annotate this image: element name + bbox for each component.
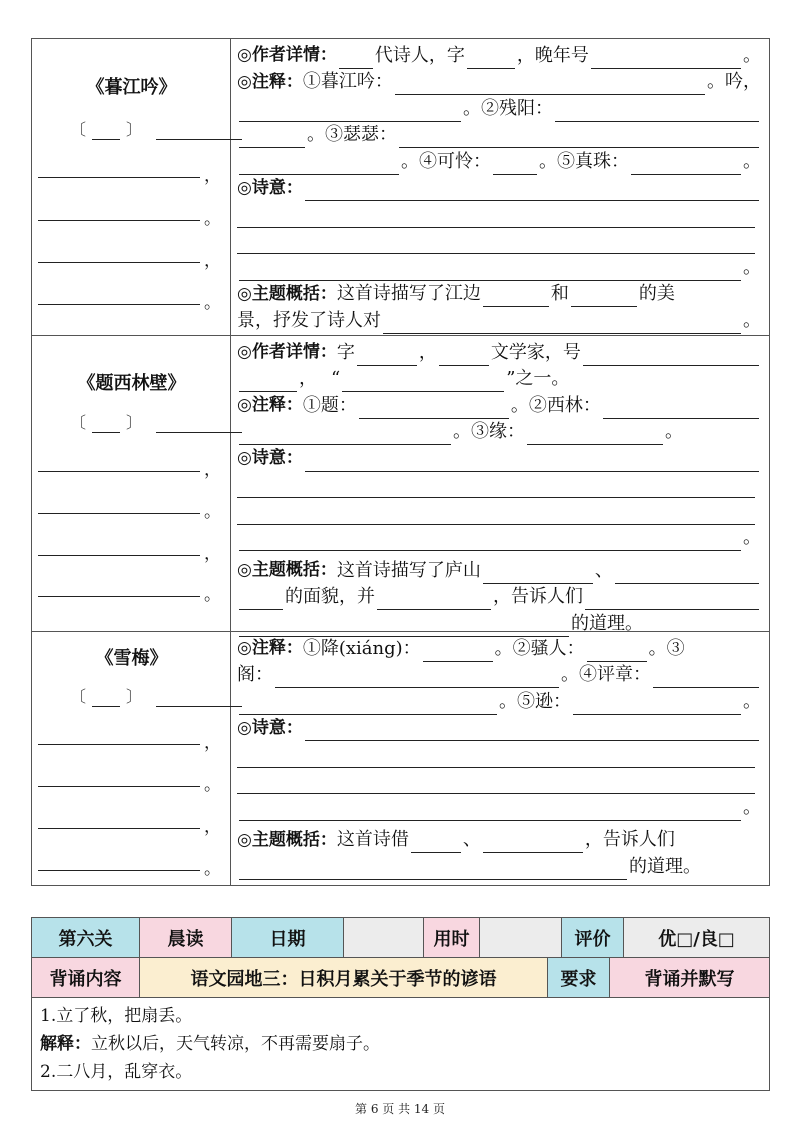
theme-row-1 <box>237 281 761 308</box>
blank[interactable] <box>587 641 647 662</box>
poem-1-line-3-blank[interactable] <box>38 261 200 263</box>
meaning-end-row <box>237 794 761 821</box>
blank[interactable] <box>239 424 451 445</box>
blank[interactable] <box>603 398 759 419</box>
note-text: 。③ <box>648 637 685 659</box>
poem-3-line-1-blank[interactable] <box>38 743 200 745</box>
note-text: ①降(xiáng)： <box>302 637 421 659</box>
theme-text: 这首诗描写了江边 <box>336 283 481 304</box>
theme-text: 、 <box>594 559 613 581</box>
blank[interactable] <box>239 371 297 392</box>
blank[interactable] <box>377 589 491 610</box>
blank[interactable] <box>615 563 759 584</box>
author-text: ，晚年号 <box>516 44 589 66</box>
notes-label: ◎注释： <box>237 395 303 415</box>
meaning-end-row <box>237 254 761 281</box>
theme-text: 这首诗描写了庐山 <box>336 559 481 581</box>
blank[interactable] <box>439 345 489 366</box>
author-text: ， <box>418 341 437 363</box>
theme-text: 的面貌，并 <box>285 586 375 607</box>
notes-row-1 <box>237 69 761 96</box>
blank[interactable] <box>483 286 549 307</box>
author-text: 。 <box>743 44 761 66</box>
blank[interactable] <box>239 127 305 148</box>
poem-3-line-3-blank[interactable] <box>38 827 200 829</box>
theme-text: 景，抒发了诗人对 <box>237 309 381 331</box>
notes-row-2 <box>237 419 761 446</box>
meaning-line-blank[interactable] <box>237 741 755 768</box>
blank[interactable] <box>239 800 741 821</box>
date-label-cell: 日期 <box>232 918 344 957</box>
note-text: 。⑤真珠： <box>539 150 629 172</box>
poem-1-line-2-blank[interactable] <box>38 219 200 221</box>
author-detail-row <box>237 339 761 366</box>
theme-row-2 <box>237 584 761 611</box>
blank[interactable] <box>483 563 593 584</box>
meaning-label: ◎诗意： <box>237 448 303 468</box>
content-value-cell: 语文园地三：日积月累关于季节的谚语 <box>140 958 548 997</box>
blank[interactable] <box>573 694 741 715</box>
notes-row-2 <box>237 662 761 689</box>
date-value-cell[interactable] <box>344 918 424 957</box>
punct: ， <box>204 251 221 271</box>
note-text: ①题： <box>302 394 357 416</box>
poem-2-title: 《题西林壁》 <box>77 373 186 394</box>
notes-row-1 <box>237 392 761 419</box>
note-text: 。③缘： <box>453 421 525 442</box>
author-name-blank[interactable] <box>156 692 242 707</box>
punct: ， <box>204 166 221 186</box>
author-text: ， <box>299 368 317 389</box>
theme-text: ，告诉人们 <box>493 586 583 607</box>
poem-row-1 <box>32 39 769 336</box>
author-text: “ <box>331 368 341 389</box>
note-text: 。②西林： <box>510 394 601 416</box>
meaning-line-blank[interactable] <box>237 498 755 525</box>
blank[interactable] <box>493 154 537 175</box>
level-header-row <box>32 918 769 958</box>
note-text: 。②骚人： <box>494 637 585 659</box>
note-text: 。④评章： <box>561 664 651 685</box>
theme-row-2 <box>237 853 761 880</box>
session-cell: 晨读 <box>140 918 232 957</box>
blank[interactable] <box>571 286 637 307</box>
poem-3-author-line <box>70 684 242 707</box>
note-text: 。吟， <box>707 71 761 92</box>
poem-row-3 <box>32 632 769 885</box>
blank[interactable] <box>239 154 399 175</box>
poem-3-recite-cell <box>32 632 231 885</box>
poem-3-notes-cell <box>231 632 769 885</box>
author-detail-label: ◎作者详情： <box>237 45 337 65</box>
blank[interactable] <box>239 694 497 715</box>
paren-left: 〔 <box>70 120 87 139</box>
meaning-end: 。 <box>743 256 761 278</box>
paren-left: 〔 <box>70 413 87 432</box>
author-detail-row-2 <box>237 366 761 393</box>
eval-options-cell[interactable]: 优□/良□ <box>624 918 769 957</box>
author-text: 代诗人，字 <box>374 44 465 66</box>
dynasty-blank[interactable] <box>92 418 120 433</box>
poem-1-recite-cell <box>32 39 231 335</box>
paren-right: 〕 <box>126 687 143 706</box>
blank[interactable] <box>239 101 461 122</box>
blank[interactable] <box>305 180 759 201</box>
eval-label-cell: 评价 <box>562 918 624 957</box>
poem-1-title: 《暮江吟》 <box>86 77 177 98</box>
blank[interactable] <box>275 667 559 688</box>
blank[interactable] <box>239 260 741 281</box>
blank[interactable] <box>305 720 759 741</box>
blank[interactable] <box>467 48 515 69</box>
blank[interactable] <box>555 101 759 122</box>
punct: 。 <box>204 502 221 522</box>
notes-row-2 <box>237 95 761 122</box>
time-value-cell[interactable] <box>480 918 562 957</box>
req-value-cell: 背诵并默写 <box>610 958 769 997</box>
poem-3-title: 《雪梅》 <box>95 648 168 669</box>
notes-label: ◎注释： <box>237 71 303 92</box>
poem-2-line-4-blank[interactable] <box>38 595 200 597</box>
meaning-line-blank[interactable] <box>237 228 755 255</box>
blank[interactable] <box>239 589 283 610</box>
author-detail-label: ◎作者详情： <box>237 342 337 362</box>
proverb-line-1: 1.立了秋，把扇丢。 <box>40 1006 193 1026</box>
blank[interactable] <box>239 530 741 551</box>
poem-2-line-2-blank[interactable] <box>38 512 200 514</box>
blank[interactable] <box>399 127 759 148</box>
theme-row-1 <box>237 557 761 584</box>
poem-worksheet-table <box>31 38 770 886</box>
time-label-cell: 用时 <box>424 918 480 957</box>
blank[interactable] <box>423 641 493 662</box>
author-text: 字 <box>336 341 355 363</box>
meaning-row <box>237 715 761 742</box>
blank[interactable] <box>342 371 504 392</box>
meaning-row <box>237 175 761 202</box>
punct: ， <box>204 460 221 480</box>
blank[interactable] <box>527 424 663 445</box>
poem-row-2 <box>32 336 769 632</box>
meaning-line-blank[interactable] <box>237 768 755 795</box>
theme-label: ◎主题概括： <box>237 560 337 580</box>
author-name-blank[interactable] <box>156 418 242 433</box>
note-text: 。 <box>665 421 683 442</box>
punct: ， <box>204 544 221 564</box>
paren-left: 〔 <box>70 687 87 706</box>
poem-2-recite-cell <box>32 336 231 631</box>
proverb-explain-line <box>40 1030 761 1058</box>
blank[interactable] <box>239 859 627 880</box>
note-text: 。 <box>743 150 761 172</box>
paren-right: 〕 <box>126 120 143 139</box>
poem-3-line-4-blank[interactable] <box>38 869 200 871</box>
proverb-content <box>32 998 769 1090</box>
note-text: ①暮江吟： <box>302 71 393 92</box>
notes-row-3 <box>237 122 761 149</box>
poem-1-notes-cell <box>231 39 769 335</box>
meaning-label: ◎诗意： <box>237 177 303 198</box>
punct: ， <box>204 733 221 753</box>
meaning-end-row <box>237 525 761 552</box>
theme-label: ◎主题概括： <box>237 283 337 304</box>
level-table <box>31 917 770 1091</box>
note-text: 。③瑟瑟： <box>307 124 397 145</box>
note-text: 。 <box>743 690 761 712</box>
punct: 。 <box>204 209 221 229</box>
blank[interactable] <box>591 48 741 69</box>
author-text: ”之一。 <box>506 368 570 389</box>
theme-label: ◎主题概括： <box>237 829 337 850</box>
meaning-row <box>237 445 761 472</box>
poem-2-line-1-blank[interactable] <box>38 470 200 472</box>
poem-2-notes-cell <box>231 336 769 634</box>
note-text: 。⑤逊： <box>499 690 571 712</box>
theme-text: 的道理。 <box>571 612 643 634</box>
author-text: 文学家，号 <box>490 341 581 363</box>
meaning-end: 。 <box>743 527 761 548</box>
theme-row-1 <box>237 827 761 854</box>
content-row <box>32 958 769 998</box>
meaning-end: 。 <box>743 796 761 818</box>
punct: ， <box>204 817 221 837</box>
paren-right: 〕 <box>126 413 143 432</box>
meaning-label: ◎诗意： <box>237 717 303 738</box>
poem-1-line-4-blank[interactable] <box>38 303 200 305</box>
punct: 。 <box>204 585 221 605</box>
theme-text: 的道理。 <box>629 855 701 877</box>
poem-1-line-1-blank[interactable] <box>38 176 200 178</box>
punct: 。 <box>204 859 221 879</box>
poem-1-author-line <box>70 117 242 140</box>
blank[interactable] <box>653 667 759 688</box>
dynasty-blank[interactable] <box>92 692 120 707</box>
page-footer: 第 6 页 共 14 页 <box>355 1102 445 1116</box>
theme-text: 、 <box>462 829 481 850</box>
blank[interactable] <box>483 832 583 853</box>
explain-text: 立秋以后，天气转凉，不再需要扇子。 <box>91 1034 380 1054</box>
meaning-line-blank[interactable] <box>237 472 755 499</box>
proverb-line-2: 2.二八月，乱穿衣。 <box>40 1062 193 1082</box>
poem-2-line-3-blank[interactable] <box>38 554 200 556</box>
punct: 。 <box>204 293 221 313</box>
blank[interactable] <box>383 313 741 334</box>
level-cell: 第六关 <box>32 918 140 957</box>
note-text: 。②残阳： <box>463 97 553 119</box>
note-text: 阁： <box>237 664 273 685</box>
punct: 。 <box>204 775 221 795</box>
blank[interactable] <box>359 398 509 419</box>
poem-2-author-line <box>70 410 242 433</box>
blank[interactable] <box>411 832 461 853</box>
blank[interactable] <box>583 345 759 366</box>
note-text: 。④可怜： <box>401 150 491 172</box>
blank[interactable] <box>357 345 417 366</box>
blank[interactable] <box>395 74 705 95</box>
blank[interactable] <box>585 589 759 610</box>
notes-row-1 <box>237 635 761 662</box>
author-name-blank[interactable] <box>156 125 242 140</box>
blank[interactable] <box>339 48 373 69</box>
req-label-cell: 要求 <box>548 958 610 997</box>
author-detail-row <box>237 42 761 69</box>
theme-text: 和 <box>550 283 569 304</box>
blank[interactable] <box>631 154 741 175</box>
notes-label: ◎注释： <box>237 638 303 658</box>
theme-text: 。 <box>743 309 761 331</box>
explain-label: 解释： <box>40 1034 91 1054</box>
theme-row-2 <box>237 307 761 334</box>
theme-text: 这首诗借 <box>336 829 409 850</box>
dynasty-blank[interactable] <box>92 125 120 140</box>
content-label-cell: 背诵内容 <box>32 958 140 997</box>
poem-3-line-2-blank[interactable] <box>38 785 200 787</box>
notes-row-3 <box>237 688 761 715</box>
theme-text: ，告诉人们 <box>584 829 675 850</box>
notes-row-4 <box>237 148 761 175</box>
theme-text: 的美 <box>638 283 675 304</box>
meaning-line-blank[interactable] <box>237 201 755 228</box>
blank[interactable] <box>305 451 759 472</box>
